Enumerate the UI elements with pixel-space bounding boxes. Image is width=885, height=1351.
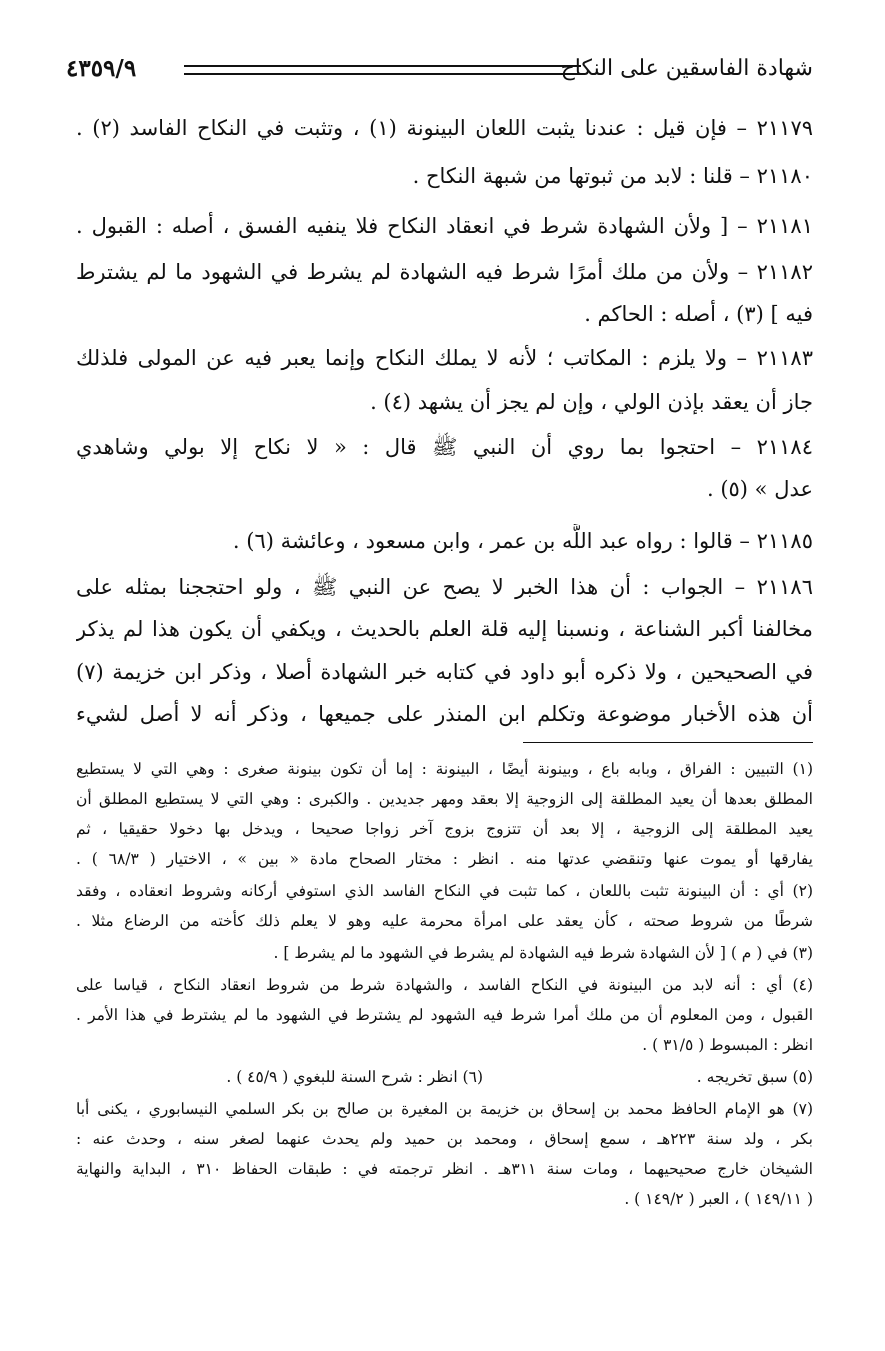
body-line: ٢١١٨١ – [ ولأن الشهادة شرط في انعقاد النكاح فلا ينفيه الفسق ، أصله : القبول . bbox=[76, 214, 813, 238]
footnote-line: يفارقها أو يموت عنها وتنقضي عدتها منه . انظر : مختار الصحاح مادة « بين » ، الاختيار ( ٦٨/٣ ) . bbox=[76, 850, 813, 868]
footnote-separator bbox=[523, 742, 813, 743]
body-line: ٢١١٨٣ – ولا يلزم : المكاتب ؛ لأنه لا يملك النكاح وإنما يعبر فيه عن المولى فلذلك bbox=[76, 346, 813, 370]
footnote-line: (١) التبيين : الفراق ، وبابه باع ، وبينونة أيضًا ، البينونة : إما أن تكون بينونة صغرى : وهي التي لا يستطيع bbox=[76, 760, 813, 778]
footnote-line: انظر : المبسوط ( ٣١/٥ ) . bbox=[642, 1036, 813, 1054]
running-header bbox=[66, 52, 813, 86]
footnote-line: بكر ، ولد سنة ٢٢٣هـ ، سمع إسحاق ، ومحمد بن حميد ولم يحدث عنهما لصغر سنه ، وحدث عنه : bbox=[76, 1130, 813, 1148]
footnote-line: (٤) أي : أنه لابد من البينونة في النكاح الفاسد ، والشهادة شرط من شروط انعقاد النكاح ، قياسا على bbox=[76, 976, 813, 994]
footnote-line: شرطًا من شروط صحته ، كأن يعقد على امرأة محرمة عليه وهو لا يعلم ذلك كأخته من الرضاع مثلا . bbox=[76, 912, 813, 930]
footnote-line: يعيد المطلقة إلى الزوجية ، إلا بعد أن تتزوج بزوج آخر زواجا صحيحا ، ويدخل بها دخولا حقيقيا ، ثم bbox=[76, 820, 813, 838]
footnote-line: (٢) أي : أن البينونة تثبت باللعان ، كما تثبت في النكاح الفاسد الذي استوفي أركانه وشروط انعقاده ، وفقد bbox=[76, 882, 813, 900]
footnote-6: (٦) انظر : شرح السنة للبغوي ( ٤٥/٩ ) . bbox=[226, 1068, 483, 1086]
body-line: جاز أن يعقد بإذن الولي ، وإن لم يجز أن يشهد (٤) . bbox=[370, 390, 813, 414]
body-line: مخالفنا أكبر الشناعة ، ونسبنا إليه قلة العلم بالحديث ، ويكفي أن يكون هذا لم يذكر bbox=[76, 617, 813, 641]
footnote-line: الشيخان خارج صحيحيهما ، ومات سنة ٣١١هـ . انظر ترجمته في : طبقات الحفاظ ٣١٠ ، البداية والنهاية bbox=[76, 1160, 813, 1178]
footnote-line: (٧) هو الإمام الحافظ محمد بن إسحاق بن خزيمة بن المغيرة بن صالح بن بكر السلمي النيسابوري ، يكنى أبا bbox=[76, 1100, 813, 1118]
footnote-line: ( ١٤٩/١١ ) ، العبر ( ١٤٩/٢ ) . bbox=[624, 1190, 813, 1208]
body-line: ٢١١٨٢ – ولأن من ملك أمرًا شرط فيه الشهادة لم يشرط في الشهود ما لم يشترط bbox=[76, 260, 813, 284]
body-line: ٢١١٨٥ – قالوا : رواه عبد اللَّه بن عمر ، وابن مسعود ، وعائشة (٦) . bbox=[232, 529, 813, 553]
footnote-line: (٣) في ( م ) [ لأن الشهادة شرط فيه الشهادة لم يشرط في الشهود ما لم يشرط ] . bbox=[273, 944, 813, 962]
body-line: عدل » (٥) . bbox=[706, 477, 813, 501]
footnote-5: (٥) سبق تخريجه . bbox=[696, 1068, 813, 1086]
footnote-line: المطلق بعدها أن يعيد المطلقة إلى الزوجية إلا بعقد ومهر جديدين . والكبرى : وهي التي لا يستطيع المطلق أن bbox=[76, 790, 813, 808]
footnote-line: القبول ، ومن المعلوم أن من ملك أمرا شرط فيه الشهود لم يشترط في الشهود ما لم يشترط في هذا الأمر . bbox=[76, 1006, 813, 1024]
chapter-title: شهادة الفاسقين على النكاح bbox=[560, 56, 813, 81]
body-line: فيه ] (٣) ، أصله : الحاكم . bbox=[584, 302, 813, 326]
body-line: ٢١١٨٦ – الجواب : أن هذا الخبر لا يصح عن النبي ﷺ ، ولو احتججنا بمثله على bbox=[76, 575, 813, 599]
body-line: في الصحيحين ، ولا ذكره أبو داود في كتابه خبر الشهادة أصلا ، وذكر ابن خزيمة (٧) bbox=[76, 660, 813, 684]
header-rule bbox=[184, 65, 581, 75]
body-line: ٢١١٧٩ – فإن قيل : عندنا يثبت اللعان البينونة (١) ، وتثبت في النكاح الفاسد (٢) . bbox=[76, 116, 813, 140]
body-line: ٢١١٨٤ – احتجوا بما روي أن النبي ﷺ قال : « لا نكاح إلا بولي وشاهدي bbox=[76, 435, 813, 459]
page-number: ٤٣٥٩/٩ bbox=[66, 55, 137, 82]
body-line: ٢١١٨٠ – قلنا : لابد من ثبوتها من شبهة النكاح . bbox=[412, 164, 813, 188]
body-line: أن هذه الأخبار موضوعة وتكلم ابن المنذر على جميعها ، وذكر أنه لا أصل لشيء bbox=[76, 702, 813, 726]
